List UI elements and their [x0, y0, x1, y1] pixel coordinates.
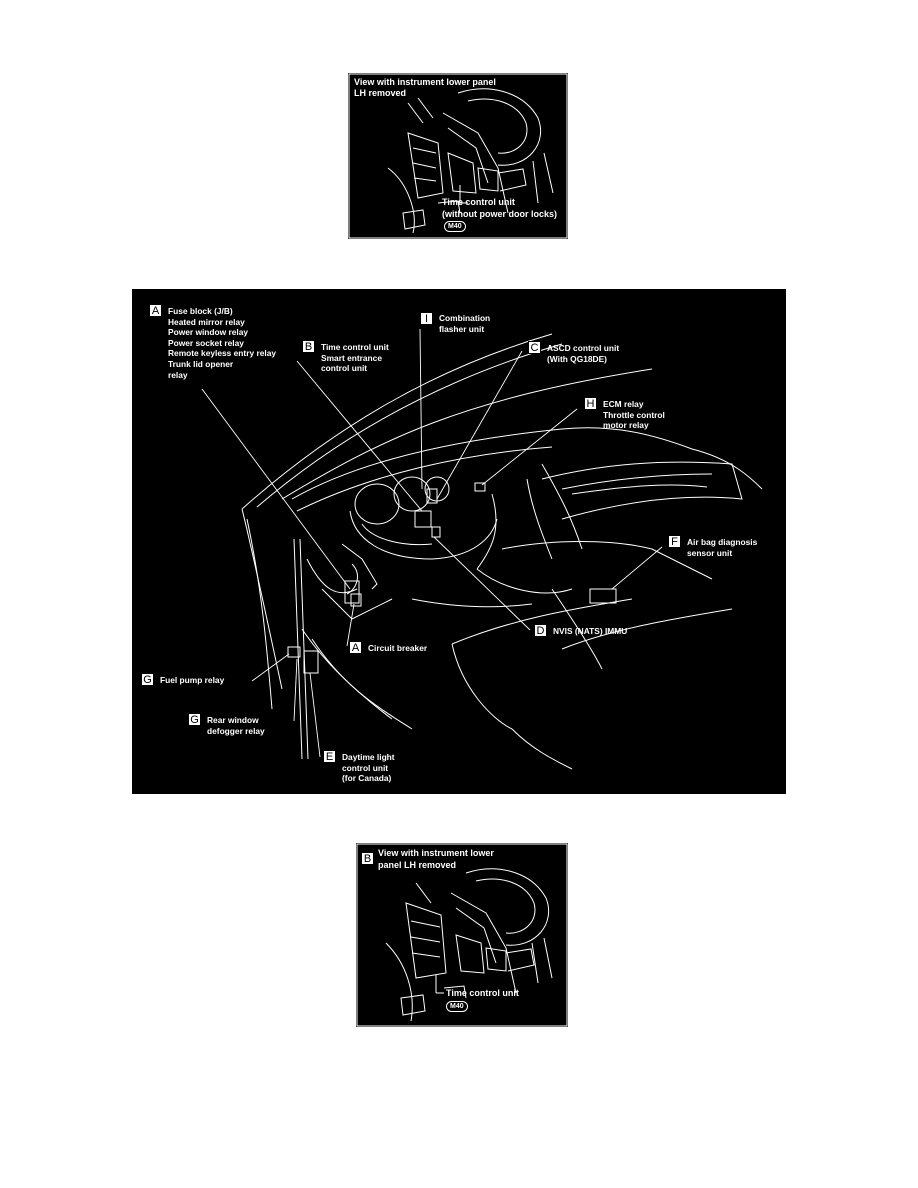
bottom-view-caption-2: panel LH removed	[378, 860, 457, 870]
label-nvis-immu: NVIS (NATS) IMMU	[553, 626, 628, 636]
label-fuel-pump-relay: Fuel pump relay	[160, 675, 225, 685]
top-view-caption-1: View with instrument lower panel	[354, 77, 496, 87]
label-ascd-control-unit: ASCD control unit (With QG18DE)	[547, 343, 620, 364]
top-view-caption-2: LH removed	[354, 88, 407, 98]
callout-tag-d: D	[534, 624, 547, 637]
label-air-bag-sensor: Air bag diagnosis sensor unit	[687, 537, 758, 558]
top-view-label-2: (without power door locks)	[442, 209, 557, 219]
callout-tag-f: F	[668, 535, 681, 548]
callout-tag-h: H	[584, 397, 597, 410]
bottom-view-connector-badge: M40	[446, 1001, 468, 1012]
label-ecm-relay: ECM relay Throttle control motor relay	[603, 399, 665, 431]
top-view-connector-badge: M40	[444, 221, 466, 232]
label-rear-window-defogger: Rear window defogger relay	[207, 715, 265, 736]
label-fuse-block: Fuse block (J/B) Heated mirror relay Power window relay Power socket relay Remote keyless entry relay Trunk lid opener relay	[168, 306, 277, 380]
label-daytime-light-unit: Daytime light control unit (for Canada)	[342, 752, 395, 784]
bottom-view-caption-1: View with instrument lower	[378, 848, 494, 858]
callout-tag-i: I	[420, 312, 433, 325]
callout-tag-a-circuit-breaker: A	[349, 641, 362, 654]
bottom-view-panel	[356, 843, 568, 1027]
callout-tag-b: B	[302, 340, 315, 353]
main-diagram-panel	[132, 289, 786, 794]
callout-tag-c: C	[528, 341, 541, 354]
callout-tag-g-rear-window: G	[188, 713, 201, 726]
callout-tag-e: E	[323, 750, 336, 763]
top-view-panel	[348, 73, 568, 239]
label-combination-flasher: Combination flasher unit	[439, 313, 491, 334]
label-time-control-unit: Time control unit Smart entrance control unit	[321, 342, 389, 374]
top-view-label-1: Time control unit	[442, 197, 515, 207]
bottom-view-tag-b: B	[361, 852, 374, 865]
callout-tag-a-fuse-block: A	[149, 304, 162, 317]
callout-tag-g-fuel-pump: G	[141, 673, 154, 686]
label-circuit-breaker: Circuit breaker	[368, 643, 428, 653]
bottom-view-label: Time control unit	[446, 988, 519, 998]
